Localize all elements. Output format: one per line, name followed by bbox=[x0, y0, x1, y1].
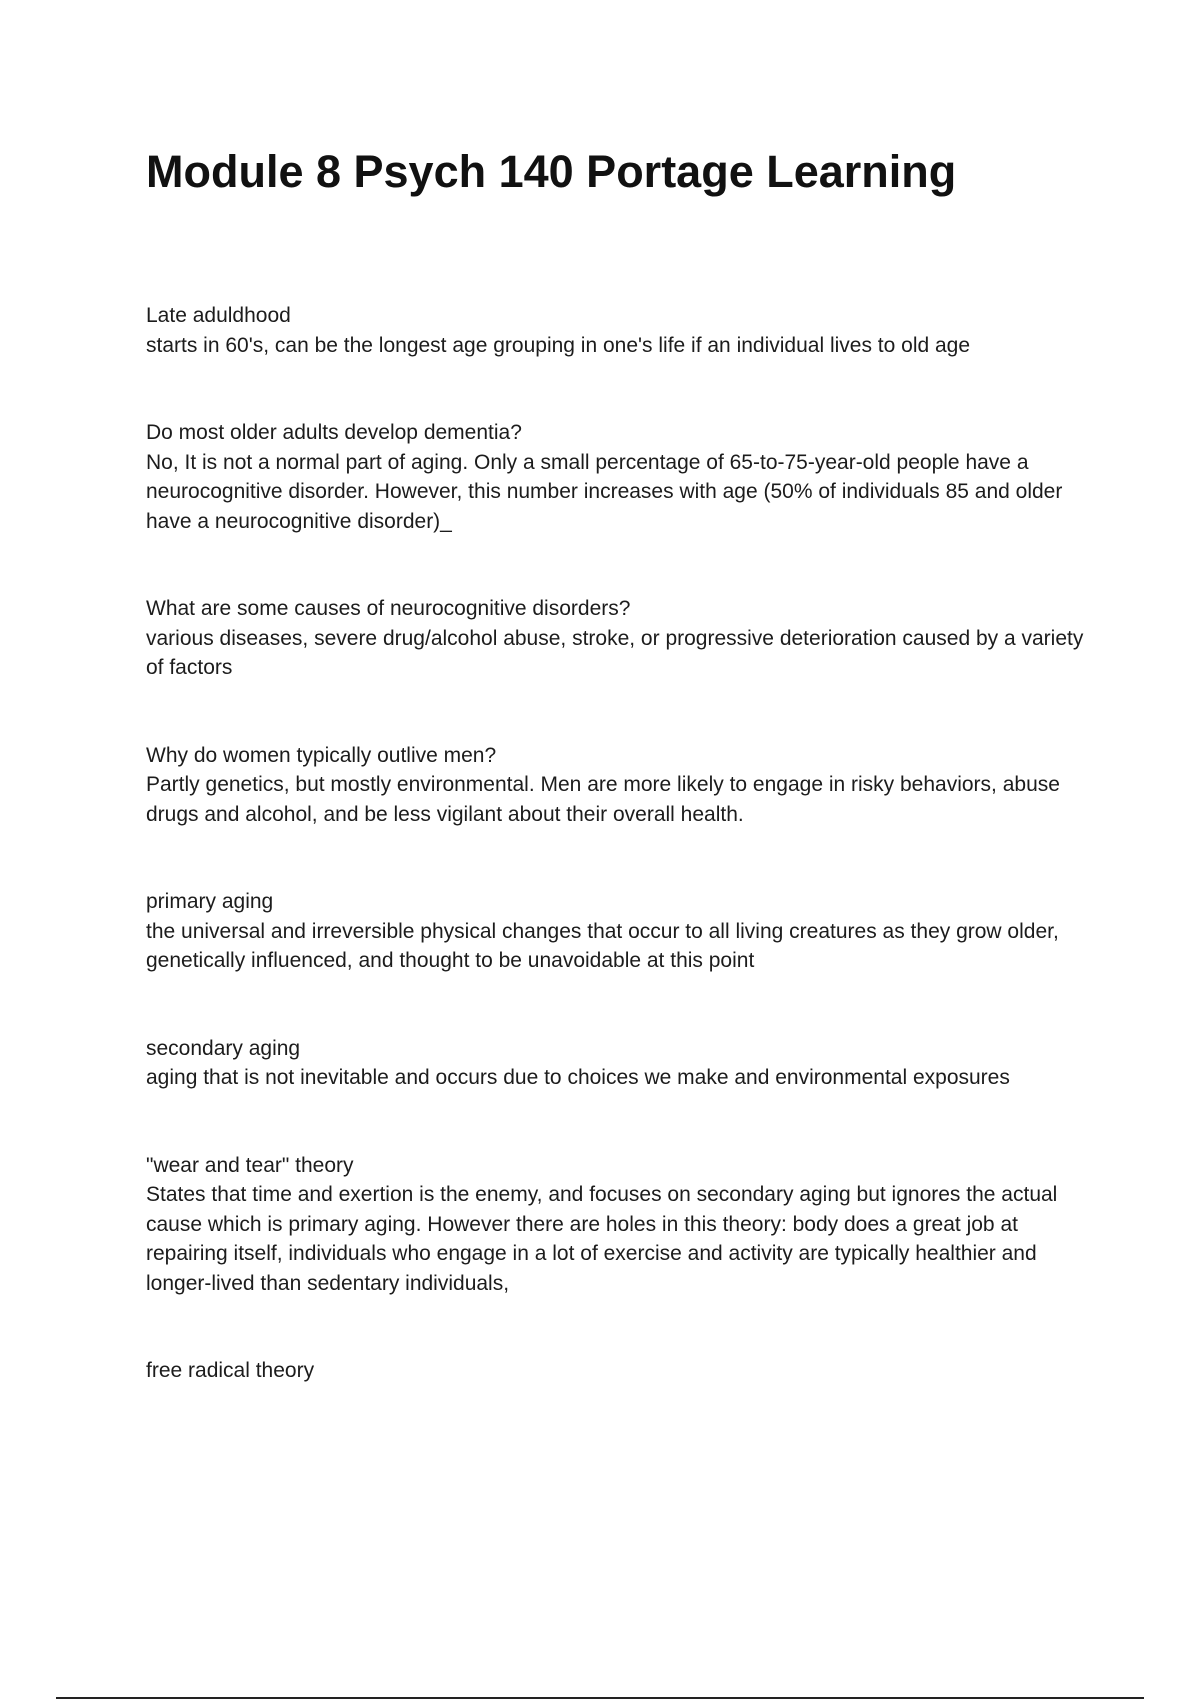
flashcard-definition: starts in 60's, can be the longest age grouping in one's life if an individual lives to old age bbox=[146, 333, 971, 357]
flashcard-term: Late aduldhood bbox=[146, 304, 291, 327]
flashcard-definition: aging that is not inevitable and occurs due to choices we make and environmental exposures bbox=[146, 1066, 1010, 1089]
flashcard-entry bbox=[146, 418, 1091, 536]
flashcard-entry bbox=[146, 1356, 1091, 1386]
flashcard-term: Why do women typically outlive men? bbox=[146, 743, 497, 767]
flashcard-term: Do most older adults develop dementia? bbox=[146, 421, 522, 444]
flashcard-definition: Partly genetics, but mostly environmental. Men are more likely to engage in risky behaviors, abuse drugs and alcohol, and be less vigilant about their overall health. bbox=[146, 773, 1060, 826]
flashcard-term: free radical theory bbox=[146, 1359, 315, 1382]
flashcard-list bbox=[146, 301, 1091, 1444]
flashcard-definition: the universal and irreversible physical changes that occur to all living creatures as they grow older, genetically influenced, and thought to be unavoidable at this point bbox=[146, 919, 1059, 972]
flashcard-entry bbox=[146, 1034, 1091, 1093]
flashcard-entry bbox=[146, 594, 1091, 683]
flashcard-term: What are some causes of neurocognitive disorders? bbox=[146, 597, 631, 620]
flashcard-term: "wear and tear" theory bbox=[146, 1153, 354, 1177]
flashcard-definition: No, It is not a normal part of aging. Only a small percentage of 65-to-75-year-old people have a neurocognitive disorder. However, this number increases with age (50% of individuals 85 and older have a neurocognitive disorder)_ bbox=[146, 450, 1063, 533]
flashcard-term: primary aging bbox=[146, 890, 274, 913]
flashcard-entry bbox=[146, 887, 1091, 976]
page-bottom-divider bbox=[56, 1697, 1144, 1699]
document-title: Module 8 Psych 140 Portage Learning bbox=[146, 146, 957, 197]
flashcard-entry bbox=[146, 301, 1091, 360]
flashcard-definition: various diseases, severe drug/alcohol abuse, stroke, or progressive deterioration caused by a variety of factors bbox=[146, 626, 1084, 679]
flashcard-definition: States that time and exertion is the enemy, and focuses on secondary aging but ignores the actual cause which is primary aging. However there are holes in this theory: body does a great job at repairing itself, individuals who engage in a lot of exercise and activity are typically healthier and longer-lived than sedentary individuals, bbox=[146, 1183, 1058, 1295]
flashcard-term: secondary aging bbox=[146, 1036, 301, 1060]
flashcard-entry bbox=[146, 741, 1091, 830]
flashcard-entry bbox=[146, 1151, 1091, 1299]
